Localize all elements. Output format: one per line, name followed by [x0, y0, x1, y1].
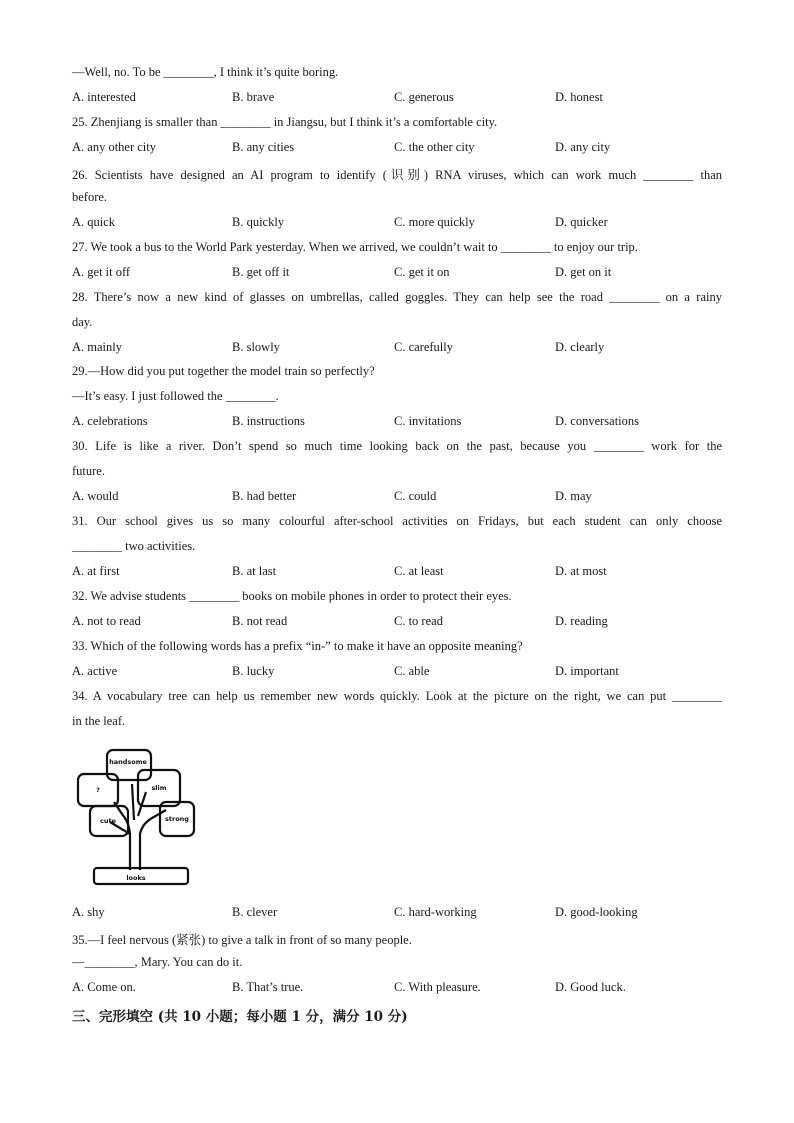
q24-option-c: C. generous — [394, 90, 454, 104]
tree-trunk-label: looks — [126, 874, 146, 882]
q33-question: 33. Which of the following words has a prefix “in-” to make it have an opposite meaning? — [72, 639, 523, 653]
q28-option-b: B. slowly — [232, 340, 280, 354]
q27-option-b: B. get off it — [232, 265, 290, 279]
tree-branch-right — [140, 810, 166, 870]
q26-option-c: C. more quickly — [394, 215, 475, 229]
q31-option-b: B. at last — [232, 564, 277, 578]
q30-option-d: D. may — [555, 489, 592, 503]
section-heading-cloze: 三、完形填空 (共 10 小题；每小题 1 分，满分 10 分) — [72, 1009, 408, 1025]
q31-option-c: C. at least — [394, 564, 444, 578]
leaf-label-1: handsome — [109, 758, 147, 766]
q28-option-a: A. mainly — [72, 340, 122, 354]
leaf-label-4: cute — [100, 817, 116, 825]
q35-option-b: B. That’s true. — [232, 980, 304, 994]
q31-question-cont: ________ two activities. — [72, 539, 196, 553]
q26-question-cont: before. — [72, 190, 108, 204]
q32-option-d: D. reading — [555, 614, 608, 628]
q35-question: 35.—I feel nervous (紧张) to give a talk in front of so many people. — [72, 933, 412, 947]
q24-option-b: B. brave — [232, 90, 275, 104]
q25-option-d: D. any city — [555, 140, 611, 154]
leaf-label-2: ? — [96, 786, 100, 794]
q26-question: 26. Scientists have designed an AI program to identify (识别) RNA viruses, which can work much ________ than — [72, 168, 722, 182]
q28-option-d: D. clearly — [555, 340, 605, 354]
q30-option-b: B. had better — [232, 489, 297, 503]
q34-question: 34. A vocabulary tree can help us remember new words quickly. Look at the picture on the right, we can put ________ — [72, 689, 722, 703]
q35-option-d: D. Good luck. — [555, 980, 626, 994]
q31-option-a: A. at first — [72, 564, 120, 578]
q26-option-d: D. quicker — [555, 215, 608, 229]
q26-option-b: B. quickly — [232, 215, 285, 229]
q26-option-a: A. quick — [72, 215, 116, 229]
q24-option-d: D. honest — [555, 90, 603, 104]
q24-answer-line: —Well, no. To be ________, I think it’s quite boring. — [72, 65, 339, 79]
q29-option-a: A. celebrations — [72, 414, 148, 428]
q34-option-d: D. good-looking — [555, 905, 638, 919]
q25-question: 25. Zhenjiang is smaller than ________ in Jiangsu, but I think it’s a comfortable city. — [72, 115, 498, 129]
leaf-label-5: strong — [165, 815, 189, 823]
q29-answer-line: —It’s easy. I just followed the ________. — [72, 389, 279, 403]
q33-option-b: B. lucky — [232, 664, 275, 678]
q24-option-a: A. interested — [72, 90, 136, 104]
q25-option-c: C. the other city — [394, 140, 475, 154]
q34-option-b: B. clever — [232, 905, 278, 919]
q34-question-cont: in the leaf. — [72, 714, 126, 728]
q35-answer-line: —________, Mary. You can do it. — [72, 955, 243, 969]
q28-question-cont: day. — [72, 315, 93, 329]
q33-option-d: D. important — [555, 664, 619, 678]
q25-option-a: A. any other city — [72, 140, 157, 154]
q29-option-c: C. invitations — [394, 414, 462, 428]
q27-question: 27. We took a bus to the World Park yesterday. When we arrived, we couldn’t wait to ________ to enjoy our trip. — [72, 240, 638, 254]
q34-option-a: A. shy — [72, 905, 105, 919]
q34-option-c: C. hard-working — [394, 905, 477, 919]
q33-option-c: C. able — [394, 664, 430, 678]
q27-option-c: C. get it on — [394, 265, 450, 279]
q29-option-b: B. instructions — [232, 414, 305, 428]
q32-option-a: A. not to read — [72, 614, 141, 628]
q32-option-c: C. to read — [394, 614, 443, 628]
q32-question: 32. We advise students ________ books on mobile phones in order to protect their eyes. — [72, 589, 512, 603]
q27-option-a: A. get it off — [72, 265, 131, 279]
q32-option-b: B. not read — [232, 614, 288, 628]
q30-option-c: C. could — [394, 489, 437, 503]
q25-option-b: B. any cities — [232, 140, 295, 154]
q35-option-a: A. Come on. — [72, 980, 136, 994]
q30-question: 30. Life is like a river. Don’t spend so much time looking back on the past, because you ________ work for the — [72, 439, 722, 453]
q27-option-d: D. get on it — [555, 265, 612, 279]
q30-option-a: A. would — [72, 489, 119, 503]
q28-option-c: C. carefully — [394, 340, 454, 354]
q31-question: 31. Our school gives us so many colourful after-school activities on Fridays, but each student can only choose — [72, 514, 722, 528]
q31-option-d: D. at most — [555, 564, 607, 578]
vocabulary-tree-image — [74, 742, 198, 890]
q35-option-c: C. With pleasure. — [394, 980, 481, 994]
q28-question: 28. There’s now a new kind of glasses on umbrellas, called goggles. They can help see the road ________ on a rainy — [72, 290, 722, 304]
q29-option-d: D. conversations — [555, 414, 640, 428]
q30-question-cont: future. — [72, 464, 105, 478]
leaf-label-3: slim — [151, 784, 167, 792]
q33-option-a: A. active — [72, 664, 118, 678]
q29-question: 29.—How did you put together the model train so perfectly? — [72, 364, 375, 378]
